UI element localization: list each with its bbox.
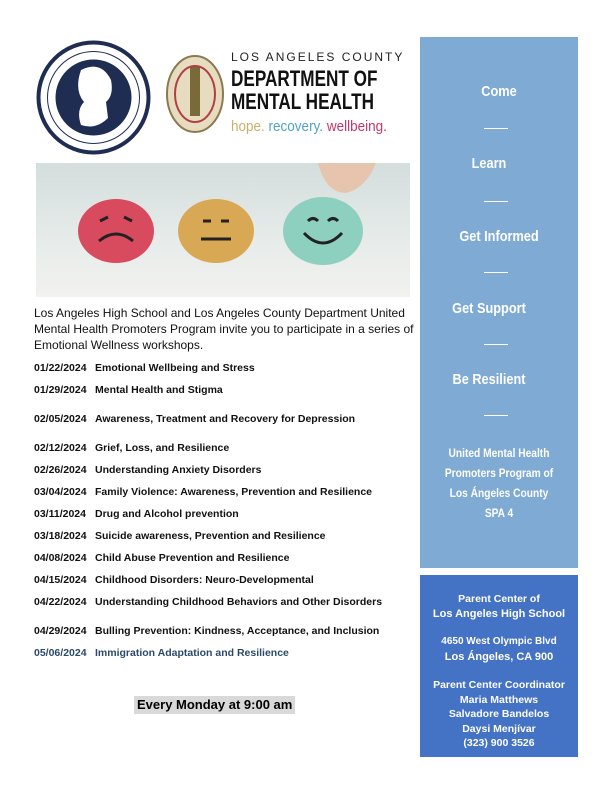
dmh-tagline: hope. recovery. wellbeing.: [231, 118, 387, 135]
motto-get-support: Get Support: [452, 300, 526, 317]
dmh-logo: [165, 50, 415, 142]
schedule-row: 04/29/2024 Bulling Prevention: Kindness, Acceptance, and Inclusion: [34, 625, 380, 637]
schedule-row: 03/04/2024 Family Violence: Awareness, Prevention and Resilience: [34, 486, 373, 498]
schedule-row: 02/26/2024 Understanding Anxiety Disorders: [34, 464, 262, 476]
coordinator-title: Parent Center Coordinator: [433, 679, 565, 691]
divider: [484, 201, 508, 202]
schedule-row: 01/29/2024 Mental Health and Stigma: [34, 384, 223, 396]
workshop-schedule: [34, 362, 418, 660]
schedule-row: 02/05/2024 Awareness, Treatment and Recovery for Depression: [34, 413, 356, 425]
left-column: [34, 305, 418, 714]
divider: [484, 415, 508, 416]
divider: [484, 272, 508, 273]
phone-number: (323) 900 3526: [463, 737, 535, 749]
schedule-row: 01/22/2024 Emotional Wellbeing and Stress: [34, 362, 255, 374]
motto-be-resilient: Be Resilient: [452, 371, 526, 388]
dmh-name: DEPARTMENT OF MENTAL HEALTH: [231, 66, 378, 114]
schedule-row: 04/15/2024 Childhood Disorders: Neuro-Developmental: [34, 574, 314, 586]
motto-panel: [420, 37, 578, 568]
schedule-row: 04/08/2024 Child Abuse Prevention and Resilience: [34, 552, 290, 564]
address-line-2: Los Ángeles, CA 900: [444, 650, 554, 663]
coordinator-name: Daysi Menjívar: [462, 722, 536, 735]
schedule-row: 04/22/2024 Understanding Childhood Behaviors and Other Disorders: [34, 596, 383, 608]
contact-panel: [420, 575, 578, 757]
motto-get-informed: Get Informed: [459, 228, 539, 245]
hand-icon: [318, 163, 376, 193]
contact-heading: Parent Center of: [458, 593, 540, 605]
schedule-row: 02/12/2024 Grief, Loss, and Resilience: [34, 442, 230, 454]
program-name: United Mental Health Promoters Program of Los Ángeles County SPA 4: [444, 446, 554, 520]
emotion-faces-photo: [36, 163, 410, 297]
intro-paragraph: Los Angeles High School and Los Angeles County Department United Mental Health Promoters Program invite you to participate in a series of Emotional Wellness workshops.: [34, 306, 414, 352]
neutral-face-icon: [178, 199, 254, 263]
dmh-county-text: LOS ANGELES COUNTY: [231, 50, 405, 64]
address-line-1: 4650 West Olympic Blvd: [441, 636, 557, 647]
coordinator-name: Salvadore Bandelos: [448, 708, 550, 720]
los-angeles-high-school-seal: [36, 40, 151, 155]
motto-learn: Learn: [471, 155, 507, 172]
schedule-row: 03/11/2024 Drug and Alcohol prevention: [34, 508, 239, 520]
contact-school: Los Angeles High School: [432, 607, 566, 620]
sad-face-icon: [78, 199, 154, 263]
motto-come: Come: [481, 83, 517, 100]
schedule-row: 03/18/2024 Suicide awareness, Prevention and Resilience: [34, 530, 326, 542]
happy-face-icon: [283, 197, 363, 265]
divider: [484, 128, 508, 129]
schedule-row: 05/06/2024 Immigration Adaptation and Resilience: [34, 647, 289, 659]
every-monday-banner: Every Monday at 9:00 am: [134, 696, 295, 714]
coordinator-name: Maria Matthews: [459, 693, 539, 706]
county-seal-icon: [165, 54, 225, 134]
divider: [484, 344, 508, 345]
